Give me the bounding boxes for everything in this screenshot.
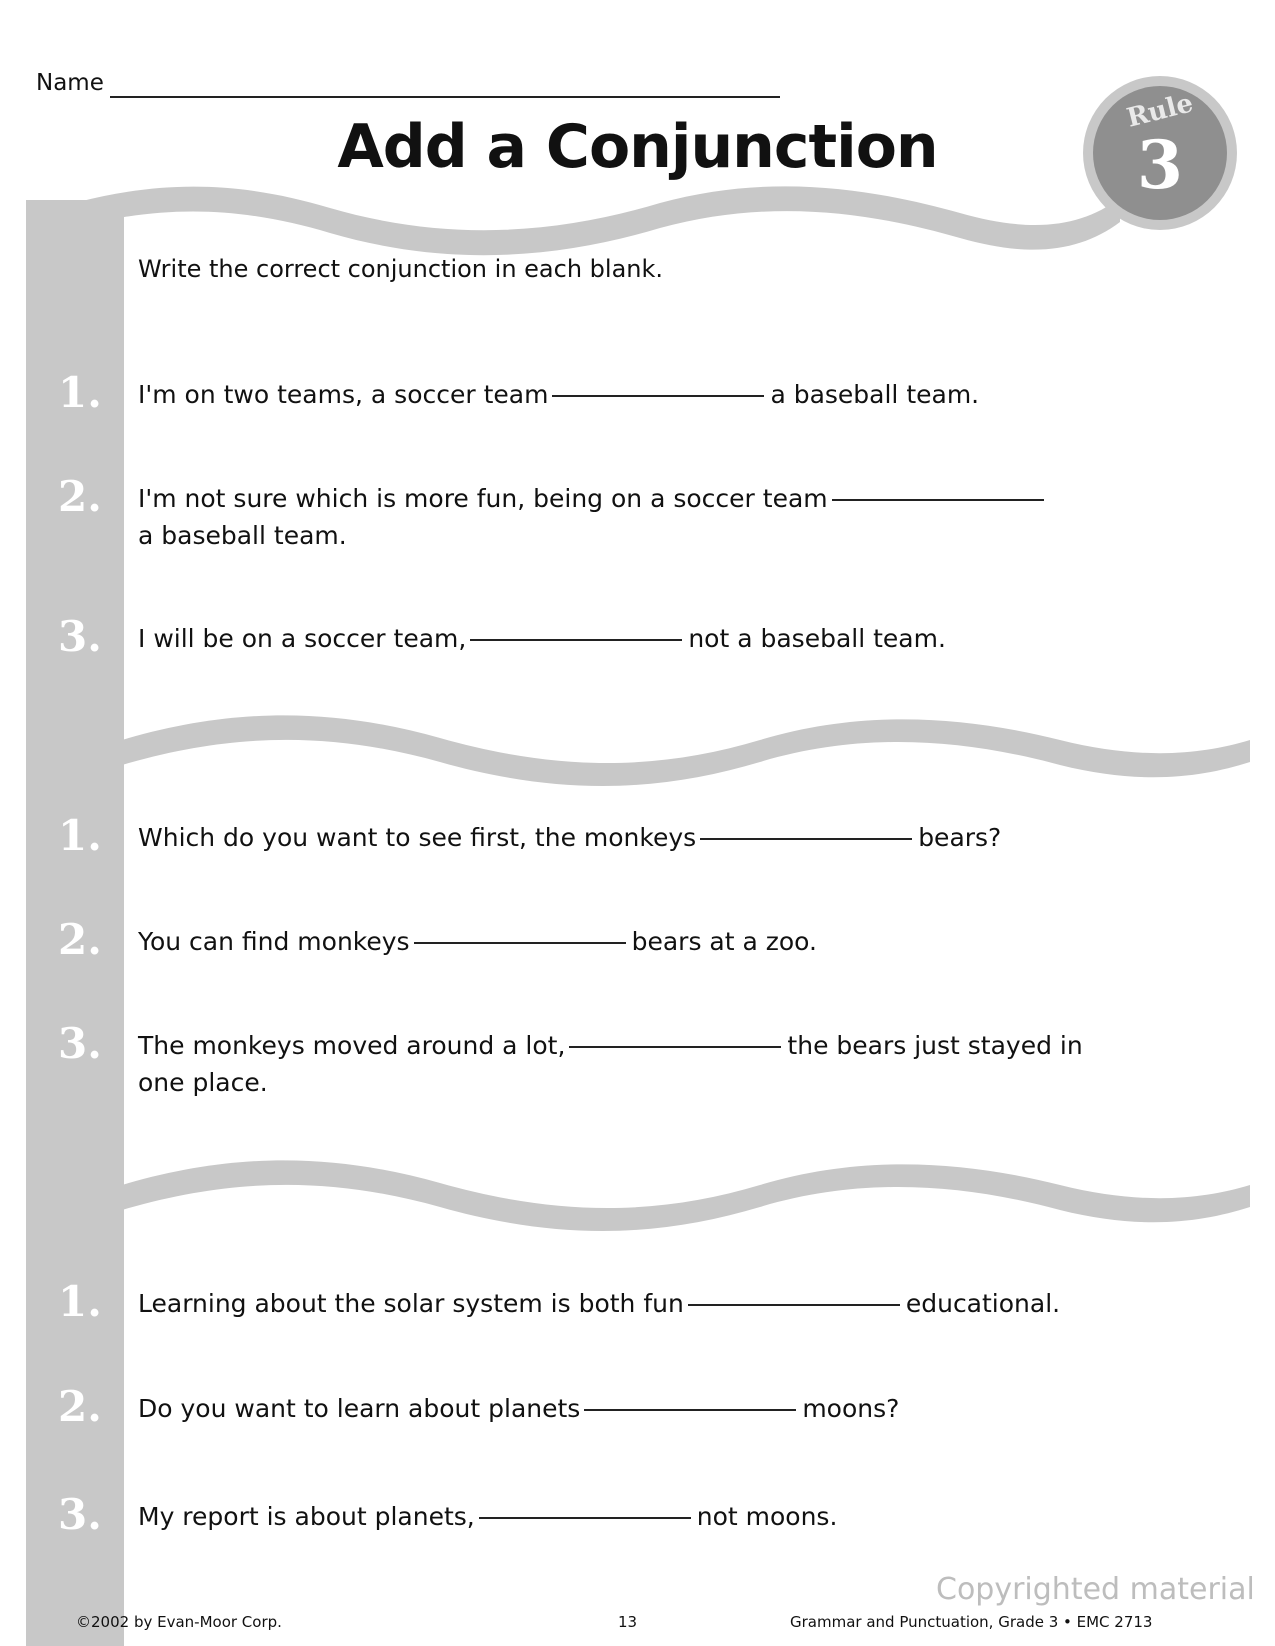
wave-divider-middle (0, 710, 1275, 800)
answer-blank[interactable] (479, 1517, 691, 1519)
question-text: The monkeys moved around a lot, (138, 1031, 566, 1060)
footer-book-title: Grammar and Punctuation, Grade 3 • EMC 2713 (790, 1613, 1153, 1631)
answer-blank[interactable] (832, 499, 1044, 501)
question-text: the bears just stayed in (787, 1031, 1083, 1060)
question-text: moons? (802, 1394, 900, 1423)
question-text: one place. (138, 1068, 268, 1097)
question-1-2 (138, 480, 1050, 554)
question-2-1 (138, 819, 1001, 856)
question-text: I'm on two teams, a soccer team (138, 380, 549, 409)
question-3-3 (138, 1498, 837, 1535)
question-text: bears at a zoo. (631, 927, 817, 956)
answer-blank[interactable] (700, 838, 912, 840)
item-number: 3. (58, 1490, 102, 1539)
rule-word: Rule (1123, 88, 1197, 134)
question-text: educational. (905, 1289, 1061, 1318)
item-number: 2. (58, 915, 102, 964)
copyright-watermark: Copyrighted material (936, 1572, 1255, 1607)
answer-blank[interactable] (552, 395, 764, 397)
answer-blank[interactable] (569, 1046, 781, 1048)
question-text: Do you want to learn about planets (138, 1394, 581, 1423)
name-input-line[interactable] (110, 96, 780, 98)
question-text: a baseball team. (770, 380, 980, 409)
question-text: My report is about planets, (138, 1502, 475, 1531)
question-text: a baseball team. (138, 521, 347, 550)
question-text: not moons. (696, 1502, 838, 1531)
item-number: 1. (58, 368, 102, 417)
question-2-2 (138, 923, 817, 960)
question-3-2 (138, 1390, 899, 1427)
question-text: Learning about the solar system is both fun (138, 1289, 684, 1318)
question-text: I'm not sure which is more fun, being on a soccer team (138, 484, 828, 513)
answer-blank[interactable] (470, 639, 682, 641)
answer-blank[interactable] (584, 1409, 796, 1411)
question-text: bears? (918, 823, 1002, 852)
question-3-1 (138, 1285, 1060, 1322)
item-number: 1. (58, 1277, 102, 1326)
footer-page-number: 13 (618, 1613, 638, 1631)
wave-divider-bottom (0, 1155, 1275, 1245)
item-number: 2. (58, 1382, 102, 1431)
rule-number: 3 (1137, 126, 1183, 204)
answer-blank[interactable] (688, 1304, 900, 1306)
question-1-1 (138, 376, 979, 413)
answer-blank[interactable] (414, 942, 626, 944)
question-2-3 (138, 1027, 1083, 1101)
instruction-text: Write the correct conjunction in each blank. (138, 255, 664, 283)
item-number: 1. (58, 811, 102, 860)
question-1-3 (138, 620, 946, 657)
item-number: 2. (58, 472, 102, 521)
item-number: 3. (58, 612, 102, 661)
question-text: Which do you want to see first, the monkeys (138, 823, 697, 852)
question-text: not a baseball team. (688, 624, 946, 653)
item-number: 3. (58, 1019, 102, 1068)
question-text: I will be on a soccer team, (138, 624, 467, 653)
name-label: Name (36, 70, 104, 96)
footer-publisher: ©2002 by Evan-Moor Corp. (76, 1613, 282, 1631)
question-text: You can find monkeys (138, 927, 410, 956)
page-title: Add a Conjunction (337, 112, 938, 182)
